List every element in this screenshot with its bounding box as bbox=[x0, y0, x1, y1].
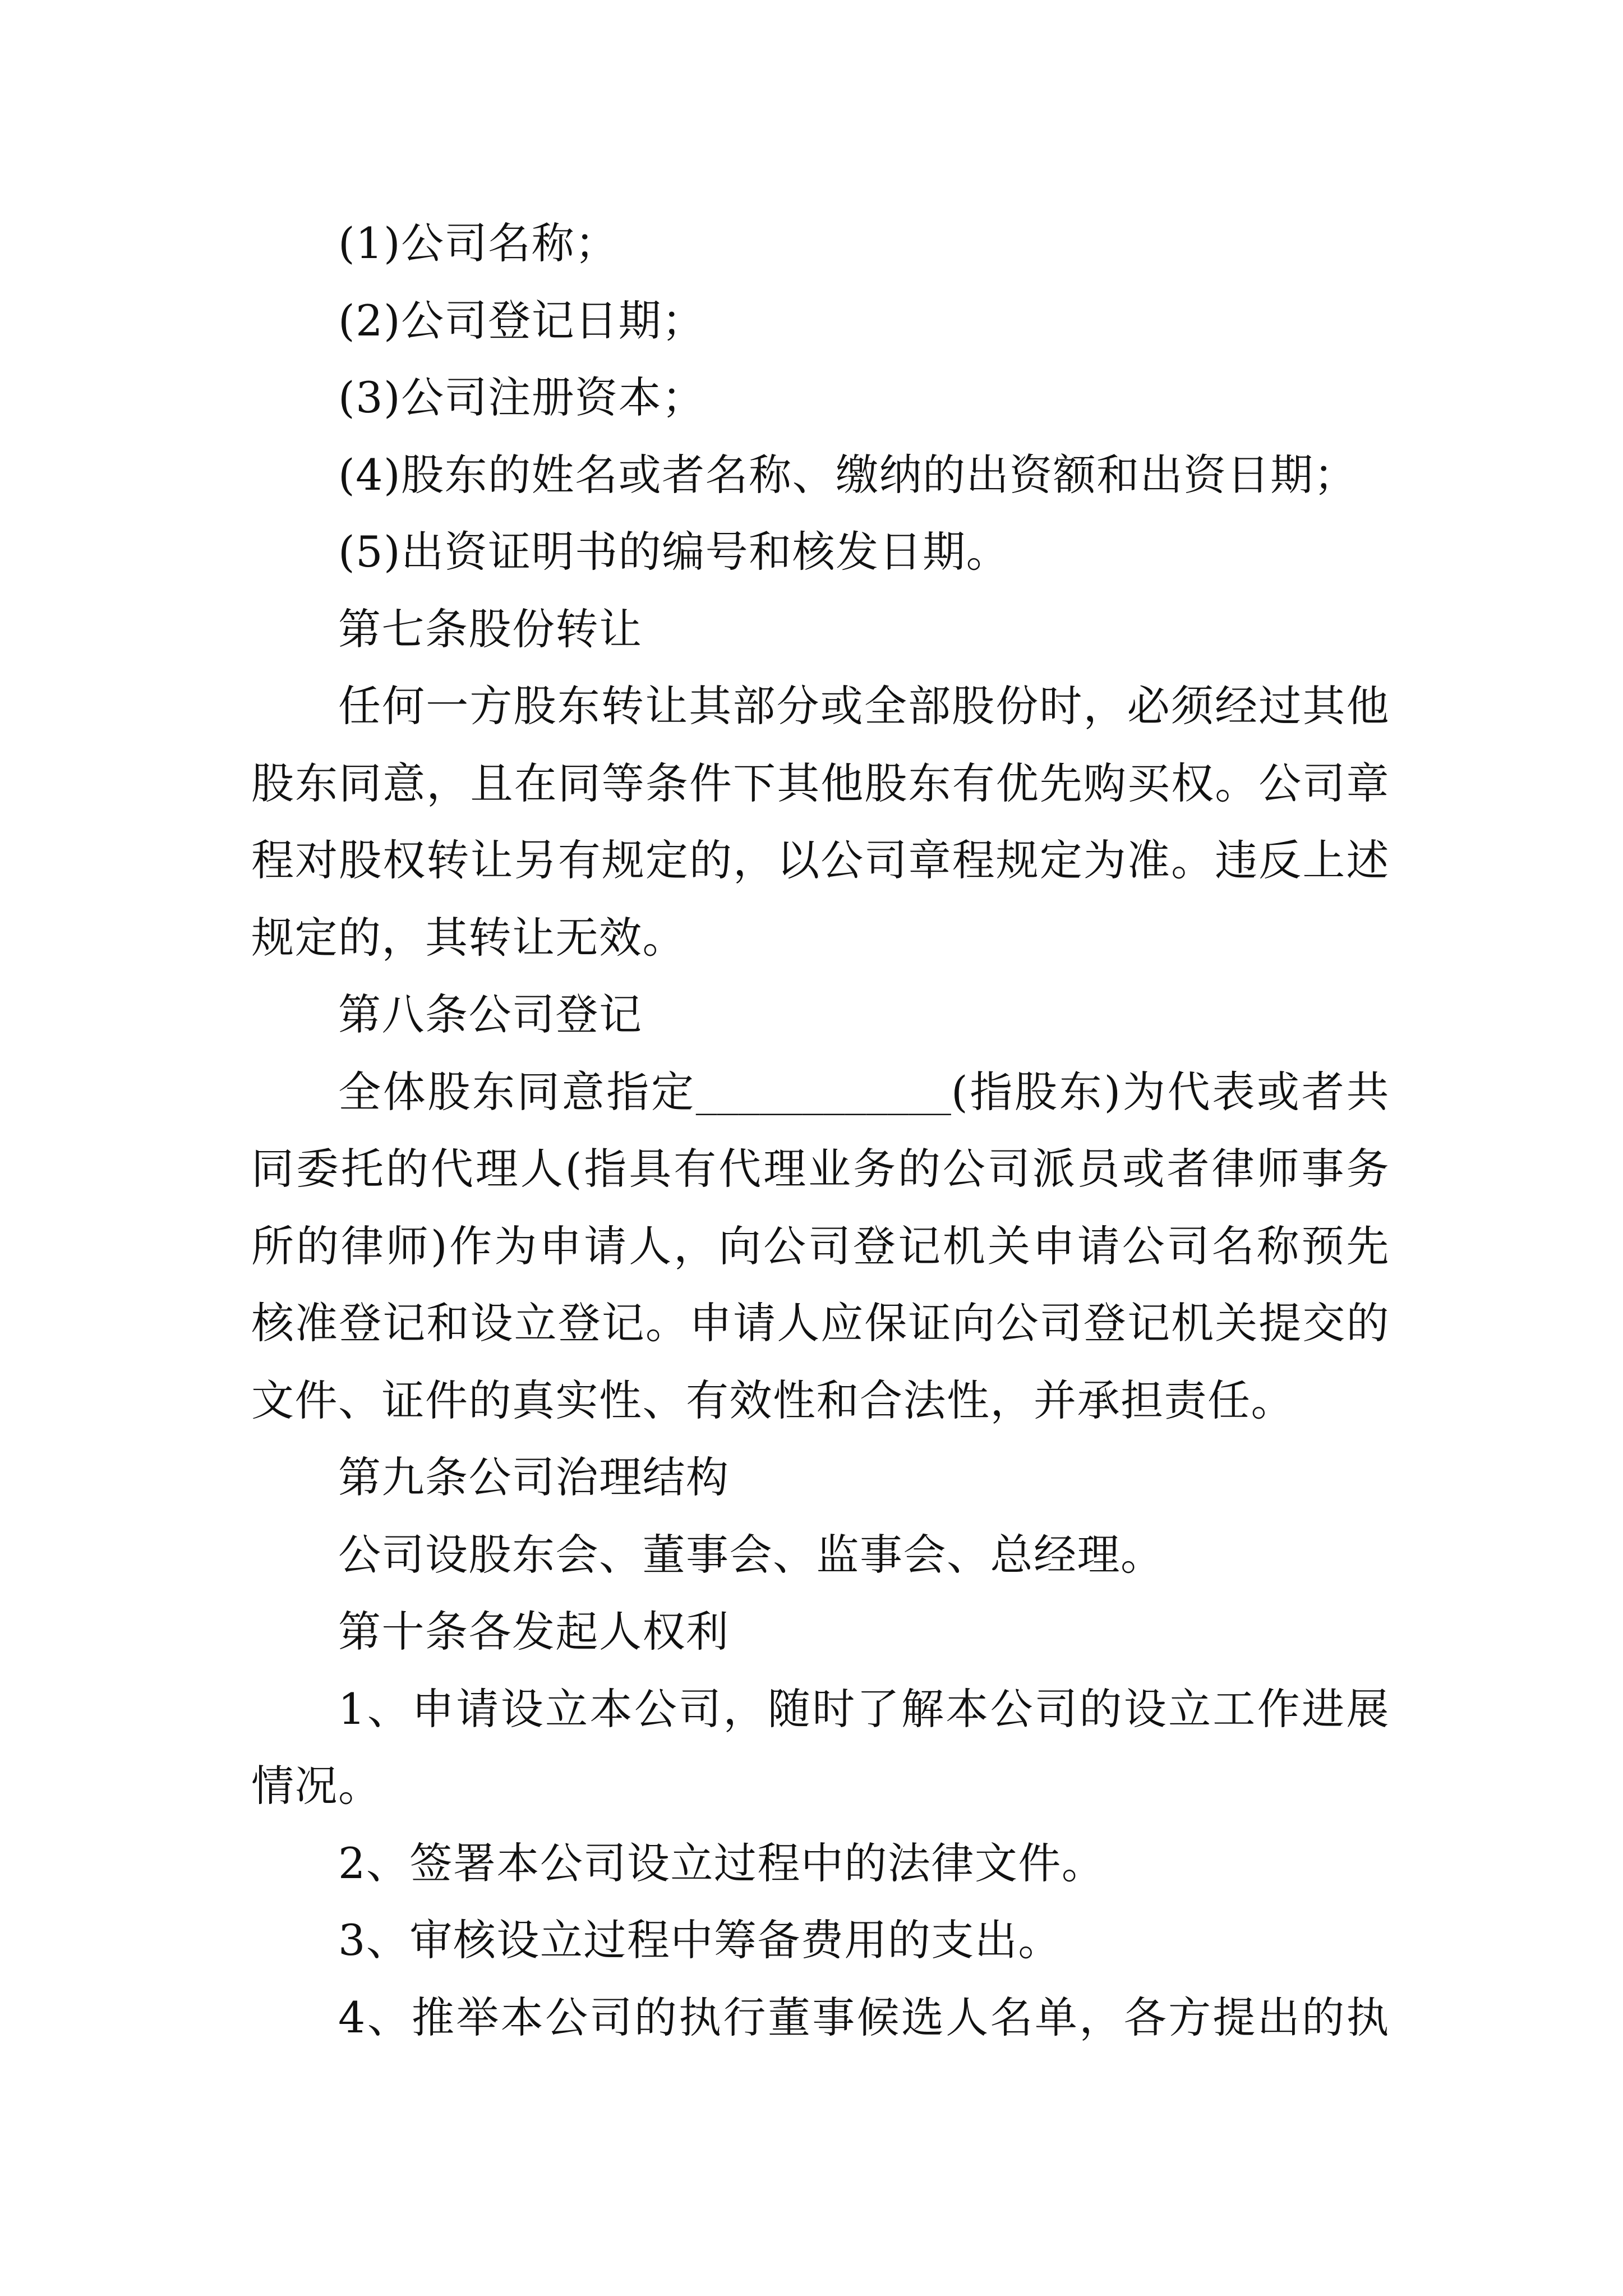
paragraph-line bbox=[251, 1053, 1390, 1131]
fill-in-blank: ____________ bbox=[695, 1074, 951, 1115]
list-item: (1)公司名称； bbox=[338, 218, 619, 268]
paragraph-line: 同委托的代理人(指具有代理业务的公司派员或者律师事务 bbox=[251, 1144, 1390, 1194]
paragraph-line: 核准登记和设立登记。申请人应保证向公司登记机关提交的 bbox=[251, 1298, 1390, 1348]
article-heading: 第八条公司登记 bbox=[338, 990, 643, 1039]
paragraph-text: 全体股东同意指定 bbox=[338, 1066, 696, 1117]
document-body bbox=[251, 205, 1390, 2056]
paragraph-line: 所的律师)作为申请人，向公司登记机关申请公司名称预先 bbox=[251, 1221, 1390, 1271]
rights-item bbox=[251, 1825, 1390, 1902]
paragraph-text: (指股东)为代表或者共 bbox=[951, 1066, 1390, 1117]
article-heading: 第七条股份转让 bbox=[338, 604, 643, 654]
list-item: (3)公司注册资本； bbox=[338, 372, 706, 422]
paragraph-line: 4、推举本公司的执行董事候选人名单，各方提出的执 bbox=[338, 1992, 1390, 2042]
list-item: (2)公司登记日期； bbox=[338, 295, 706, 346]
article-heading: 第十条各发起人权利 bbox=[338, 1607, 730, 1657]
rights-item bbox=[251, 1979, 1390, 2056]
paragraph-line: 规定的，其转让无效。 bbox=[251, 912, 686, 963]
rights-item bbox=[251, 1671, 1390, 1825]
rights-item bbox=[251, 1902, 1390, 1979]
paragraph-line: 情况。 bbox=[251, 1761, 382, 1811]
article-heading: 第九条公司治理结构 bbox=[338, 1452, 730, 1502]
paragraph-line: 公司设股东会、董事会、监事会、总经理。 bbox=[338, 1529, 1164, 1580]
paragraph-line: 任何一方股东转让其部分或全部股份时，必须经过其他 bbox=[338, 681, 1390, 731]
paragraph-line: 2、签署本公司设立过程中的法律文件。 bbox=[338, 1838, 1105, 1888]
article-7-paragraph bbox=[251, 668, 1390, 976]
paragraph-line: 3、审核设立过程中筹备费用的支出。 bbox=[338, 1915, 1062, 1965]
paragraph-line: 股东同意，且在同等条件下其他股东有优先购买权。公司章 bbox=[251, 758, 1390, 808]
paragraph-line: 程对股权转让另有规定的，以公司章程规定为准。违反上述 bbox=[251, 835, 1390, 885]
list-item: (5)出资证明书的编号和核发日期。 bbox=[338, 527, 1010, 577]
paragraph-line: 文件、证件的真实性、有效性和合法性，并承担责任。 bbox=[251, 1375, 1294, 1425]
article-8-paragraph bbox=[251, 1053, 1390, 1439]
paragraph-line: 1、申请设立本公司，随时了解本公司的设立工作进展 bbox=[338, 1683, 1390, 1734]
list-item: (4)股东的姓名或者名称、缴纳的出资额和出资日期； bbox=[338, 449, 1358, 500]
